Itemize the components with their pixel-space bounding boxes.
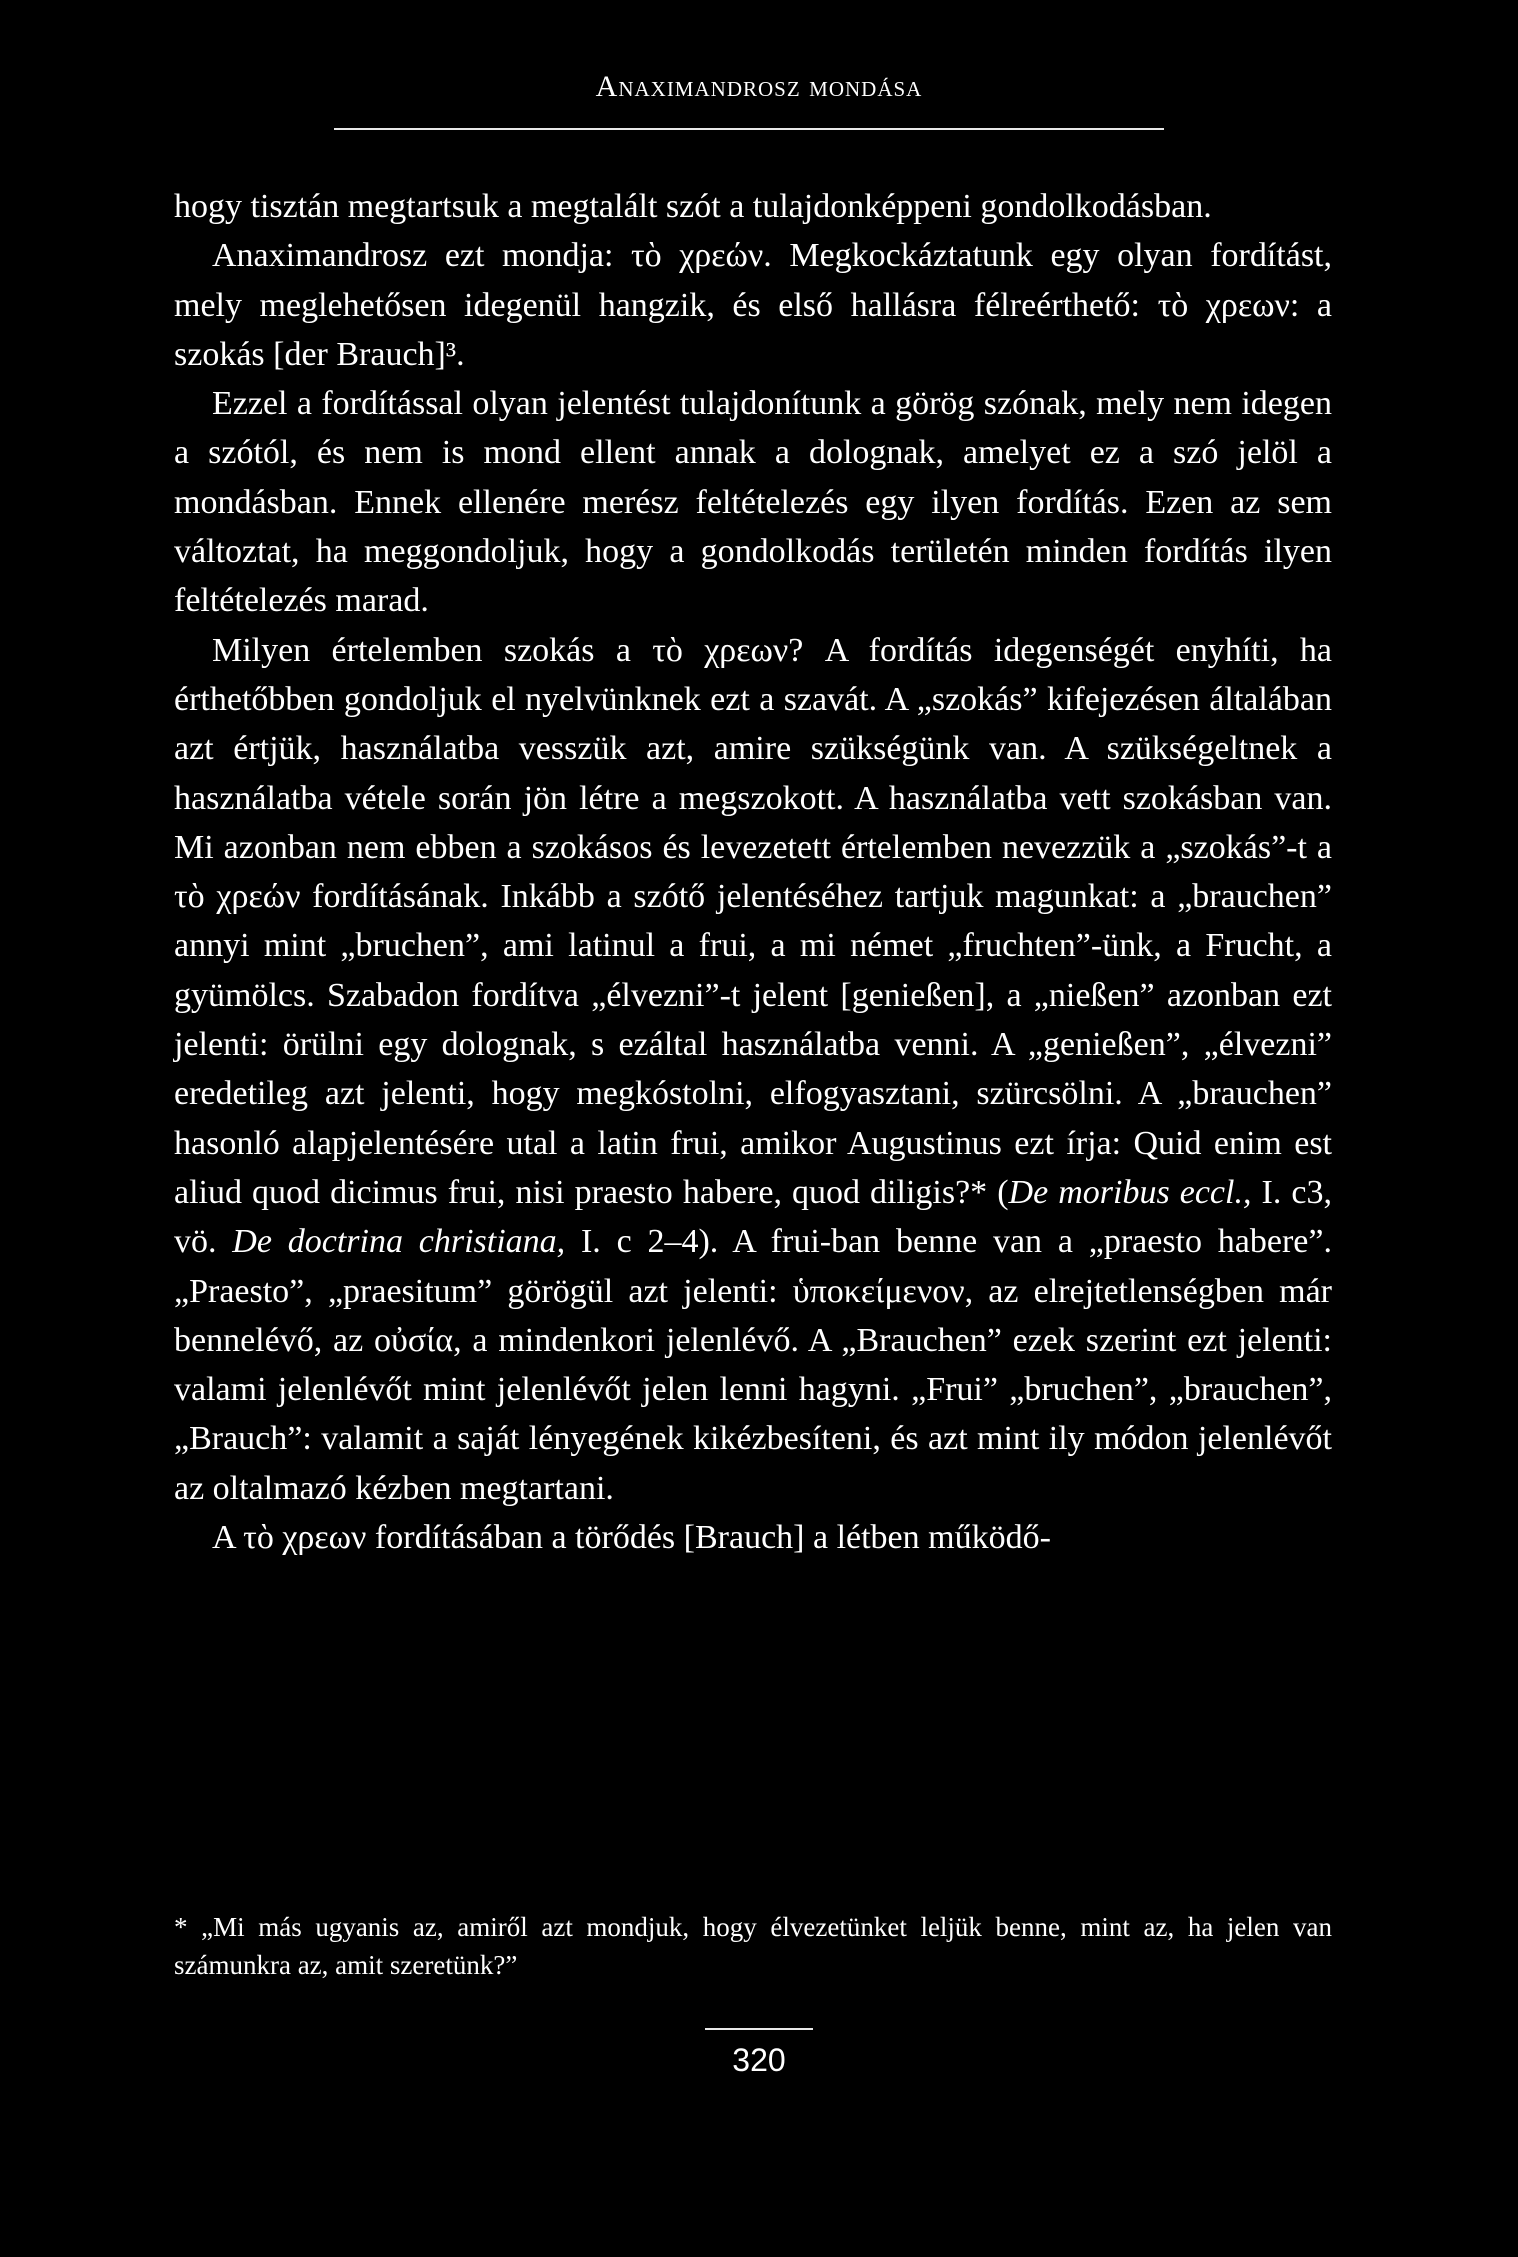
running-head: Anaximandrosz mondása <box>595 70 923 103</box>
italic-citation: De moribus eccl., <box>1008 1173 1252 1211</box>
body-paragraph <box>174 182 1332 231</box>
paragraph-text: Ezzel a fordítással olyan jelentést tulajdonítunk a görög szónak, mely nem idegen a szótól, és nem is mond ellent annak a dolognak, amelyet ez a szó jelöl a mondásban. Ennek ellenére merész feltételezés egy ilyen fordítás. Ezen az sem változtat, ha meggondoljuk, hogy a gondolkodás területén minden fordítás ilyen feltételezés marad. <box>174 385 1332 620</box>
footer-rule <box>705 2028 813 2030</box>
paragraph-text: A τὸ χρεων fordításában a törődés [Brauch] a létben működő- <box>212 1519 1051 1557</box>
body-text <box>174 182 1332 1562</box>
body-paragraph <box>174 231 1332 379</box>
body-paragraph <box>174 1513 1332 1562</box>
paragraph-text: Anaximandrosz ezt mondja: τὸ χρεών. Megkockáztatunk egy olyan fordítást, mely meglehetősen idegenül hangzik, és első hallásra félreérthető: τὸ χρεων: a szokás [der Brauch]³. <box>174 237 1332 373</box>
footnote <box>174 1908 1332 1984</box>
paragraph-text: hogy tisztán megtartsuk a megtalált szót a tulajdonképpeni gondolkodásban. <box>174 188 1212 225</box>
paragraph-text: I. c3, vö. <box>174 1173 1332 1261</box>
body-paragraph <box>174 626 1332 1513</box>
header-rule <box>334 128 1164 130</box>
body-paragraph <box>174 379 1332 625</box>
italic-citation: De doctrina christiana, <box>232 1223 566 1261</box>
paragraph-text: I. c 2–4). A frui-ban benne van a „praesto habere”. „Praesto”, „praesitum” görögül azt jelenti: ὑποκείμενον, az elrejtetlenségben már bennelévő, az οὐσία, a mindenkori jelenlévő. A „Brauchen” ezek szerint ezt jelenti: valami jelenlévőt mint jelenlévőt jelen lenni hagyni. „Frui” „bruchen”, „brauchen”, „Brauch”: valamit a saját lényegének kikézbesíteni, és azt mint ily módon jelenlévőt az oltalmazó kézben megtartani. <box>174 1223 1332 1507</box>
paragraph-text: Milyen értelemben szokás a τὸ χρεων? A fordítás idegenségét enyhíti, ha érthetőbben gondoljuk el nyelvünknek ezt a szavát. A „szokás” kifejezésen általában azt értjük, használatba vesszük azt, amire szükségünk van. A szükségeltnek a használatba vétele során jön létre a megszokott. A használatba vett szokásban van. Mi azonban nem ebben a szokásos és levezetett értelemben nevezzük a „szokás”-t a τὸ χρεών fordításának. Inkább a szótő jelentéséhez tartjuk magunkat: a „brauchen” annyi mint „bruchen”, ami latinul a frui, a mi német „fruchten”-ünk, a Frucht, a gyümölcs. Szabadon fordítva „élvezni”-t jelent [genießen], a „nießen” azonban ezt jelenti: örülni egy dolognak, s ezáltal használatba venni. A „genießen”, „élvezni” eredetileg azt jelenti, hogy megkóstolni, elfogyasztani, szürcsölni. A „brauchen” hasonló alapjelentésére utal a latin frui, amikor Augustinus ezt írja: Quid enim est aliud quod dicimus frui, nisi praesto habere, quod diligis?* ( <box>174 631 1332 1211</box>
page-number: 320 <box>732 2042 786 2078</box>
footnote-text: * „Mi más ugyanis az, amiről azt mondjuk, hogy élvezetünket leljük benne, mint az, ha jelen van számunkra az, amit szeretünk?” <box>174 1912 1332 1980</box>
